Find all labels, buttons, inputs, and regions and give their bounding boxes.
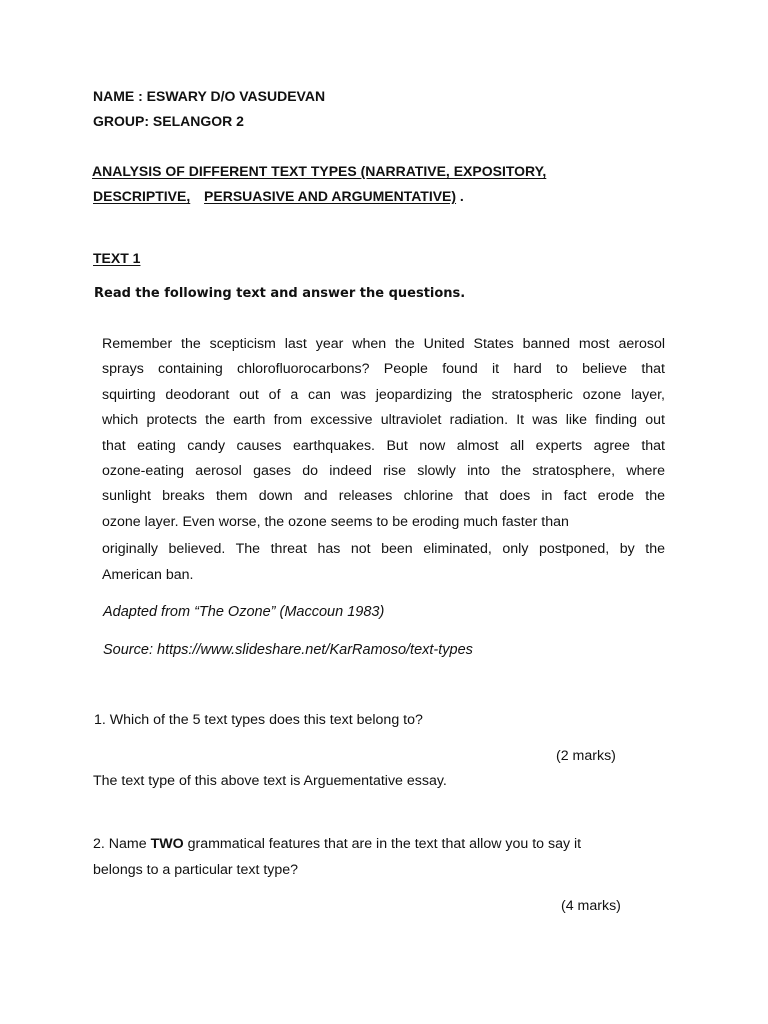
source-citation: Source: https://www.slideshare.net/KarRamoso/text-types xyxy=(103,642,473,658)
question-2-rest: grammatical features that are in the text that allow you to say it xyxy=(183,836,582,852)
question-2-prefix: 2. Name xyxy=(93,836,151,852)
question-1-marks: (2 marks) xyxy=(556,748,616,764)
title-trailing-period: . xyxy=(456,188,464,204)
passage-line: ozone layer. Even worse, the ozone seems to be eroding much faster than xyxy=(102,513,569,530)
assignment-title-line-2 xyxy=(93,188,464,204)
passage-line: sunlight breaks them down and releases chlorine that does in fact erode the xyxy=(102,488,665,505)
title-descriptive: DESCRIPTIVE, xyxy=(93,188,191,204)
student-group: GROUP: SELANGOR 2 xyxy=(93,113,244,129)
passage-line: sprays containing chlorofluorocarbons? People found it hard to believe that xyxy=(102,361,665,378)
passage-line: ozone-eating aerosol gases do indeed rise slowly into the stratosphere, where xyxy=(102,463,665,480)
question-2-emphasis: TWO xyxy=(150,836,184,852)
question-2-line-2: belongs to a particular text type? xyxy=(93,862,299,878)
question-2-marks: (4 marks) xyxy=(561,898,621,914)
adapted-from-citation: Adapted from “The Ozone” (Maccoun 1983) xyxy=(103,604,385,620)
passage-line: originally believed. The threat has not been eliminated, only postponed, by the xyxy=(102,541,665,558)
passage-line: Remember the scepticism last year when the United States banned most aerosol xyxy=(102,336,665,352)
question-1-answer: The text type of this above text is Arguementative essay. xyxy=(93,773,447,789)
passage-line: that eating candy causes earthquakes. But now almost all experts agree that xyxy=(102,437,665,454)
question-1: 1. Which of the 5 text types does this text belong to? xyxy=(94,712,423,728)
student-name: NAME : ESWARY D/O VASUDEVAN xyxy=(93,88,326,104)
instruction-text: Read the following text and answer the questions. xyxy=(94,286,466,301)
passage-line: American ban. xyxy=(102,566,194,583)
passage-line: which protects the earth from excessive ultraviolet radiation. It was like finding out xyxy=(102,412,665,429)
passage xyxy=(102,332,665,588)
question-2 xyxy=(93,836,581,852)
assignment-title-line-1: ANALYSIS OF DIFFERENT TEXT TYPES (NARRATIVE, EXPOSITORY, xyxy=(92,163,547,179)
passage-line: squirting deodorant out of a can was jeopardizing the stratospheric ozone layer, xyxy=(102,386,665,403)
title-persuasive-argumentative: PERSUASIVE AND ARGUMENTATIVE) xyxy=(204,188,457,204)
section-label: TEXT 1 xyxy=(93,250,141,266)
